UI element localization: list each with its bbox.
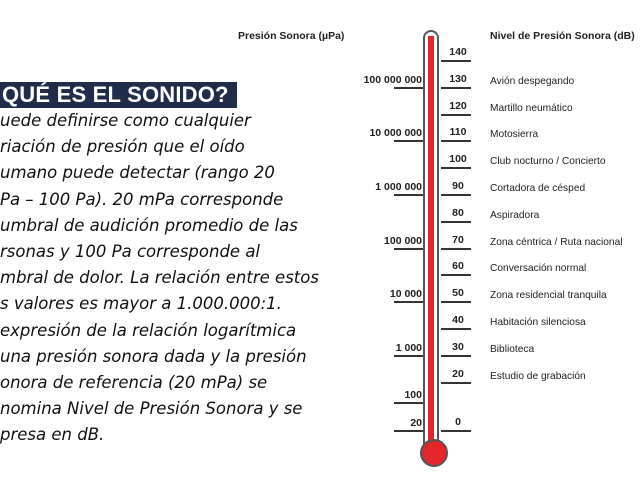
db-label: 110 bbox=[449, 126, 467, 139]
pressure-tick bbox=[394, 87, 423, 89]
db-tick bbox=[441, 167, 471, 169]
sound-source-label: Zona residencial tranquila bbox=[490, 290, 607, 302]
db-label: 30 bbox=[452, 340, 464, 353]
pressure-tick bbox=[394, 194, 423, 196]
db-label: 70 bbox=[452, 233, 464, 246]
paragraph-line: rsonas y 100 Pa corresponde al bbox=[0, 241, 261, 261]
sound-source-label: Habitación silenciosa bbox=[490, 317, 586, 328]
paragraph-line: nomina Nivel de Presión Sonora y se bbox=[0, 399, 303, 419]
sound-source-label: Estudio de grabación bbox=[490, 370, 586, 382]
description-paragraph bbox=[0, 108, 319, 448]
pressure-tick bbox=[394, 430, 423, 432]
thermometer-bulb bbox=[420, 439, 448, 467]
sound-source-label: Biblioteca bbox=[490, 343, 535, 355]
section-heading: QUÉ ES EL SONIDO? bbox=[0, 82, 237, 108]
pressure-tick bbox=[394, 140, 423, 142]
db-tick bbox=[441, 140, 471, 142]
sound-source-label: Zona céntrica / Ruta nacional bbox=[490, 236, 623, 248]
db-tick bbox=[441, 382, 471, 384]
db-tick bbox=[441, 248, 471, 250]
db-label: 20 bbox=[452, 367, 464, 380]
paragraph-line: umano puede detectar (rango 20 bbox=[0, 163, 275, 183]
pressure-label: 100 000 000 bbox=[363, 73, 422, 86]
db-tick bbox=[441, 430, 471, 432]
paragraph-line: Pa – 100 Pa). 20 mPa corresponde bbox=[0, 189, 284, 209]
db-label: 40 bbox=[452, 314, 464, 326]
thermometer-mercury bbox=[428, 36, 434, 450]
pressure-label: 100 bbox=[404, 389, 422, 401]
db-label: 130 bbox=[449, 72, 467, 85]
db-tick bbox=[441, 328, 471, 330]
paragraph-line: presa en dB. bbox=[0, 425, 105, 445]
pressure-tick bbox=[394, 301, 423, 303]
pressure-label: 1 000 000 bbox=[375, 181, 422, 193]
sound-source-label: Club nocturno / Concierto bbox=[490, 156, 606, 168]
paragraph-line: uede definirse como cualquier bbox=[0, 111, 251, 130]
pressure-label: 20 bbox=[410, 417, 422, 429]
db-tick bbox=[441, 301, 471, 303]
paragraph-line: riación de presión que el oído bbox=[0, 137, 245, 157]
pressure-axis-title: Presión Sonora (µPa) bbox=[238, 30, 345, 42]
paragraph-line: expresión de la relación logarítmica bbox=[0, 320, 297, 340]
db-label: 90 bbox=[452, 180, 464, 192]
pressure-tick bbox=[394, 402, 423, 404]
sound-source-label: Aspiradora bbox=[490, 209, 540, 221]
pressure-label: 10 000 bbox=[389, 288, 422, 301]
db-tick bbox=[441, 355, 471, 357]
db-tick bbox=[441, 87, 471, 89]
level-axis-title: Nivel de Presión Sonora (dB) bbox=[490, 30, 635, 42]
paragraph-line: umbral de audición promedio de las bbox=[0, 215, 298, 235]
paragraph-line: s valores es mayor a 1.000.000:1. bbox=[0, 294, 282, 314]
sound-source-label: Cortadora de césped bbox=[490, 183, 586, 194]
sound-source-label: Martillo neumático bbox=[490, 102, 573, 114]
sound-source-label: Motosierra bbox=[490, 129, 539, 141]
db-label: 0 bbox=[455, 416, 461, 428]
db-label: 80 bbox=[452, 206, 464, 219]
sound-source-label: Conversación normal bbox=[490, 263, 587, 275]
paragraph-line: onora de referencia (20 mPa) se bbox=[0, 372, 268, 392]
pressure-label: 100 000 bbox=[384, 234, 422, 247]
pressure-label: 1 000 bbox=[395, 341, 422, 354]
sound-source-label: Avión despegando bbox=[490, 75, 575, 87]
paragraph-line: una presión sonora dada y la presión bbox=[0, 346, 307, 366]
db-tick bbox=[441, 114, 471, 116]
pressure-tick bbox=[394, 248, 423, 250]
db-tick bbox=[441, 60, 471, 62]
db-tick bbox=[441, 274, 471, 276]
pressure-tick bbox=[394, 355, 423, 357]
db-label: 60 bbox=[452, 260, 464, 273]
db-label: 50 bbox=[452, 287, 464, 300]
db-tick bbox=[441, 194, 471, 196]
paragraph-line: mbral de dolor. La relación entre estos bbox=[0, 268, 319, 288]
db-label: 140 bbox=[449, 46, 467, 58]
pressure-label: 10 000 000 bbox=[369, 127, 422, 140]
db-label: 100 bbox=[449, 153, 467, 166]
db-tick bbox=[441, 221, 471, 223]
db-label: 120 bbox=[449, 99, 467, 112]
